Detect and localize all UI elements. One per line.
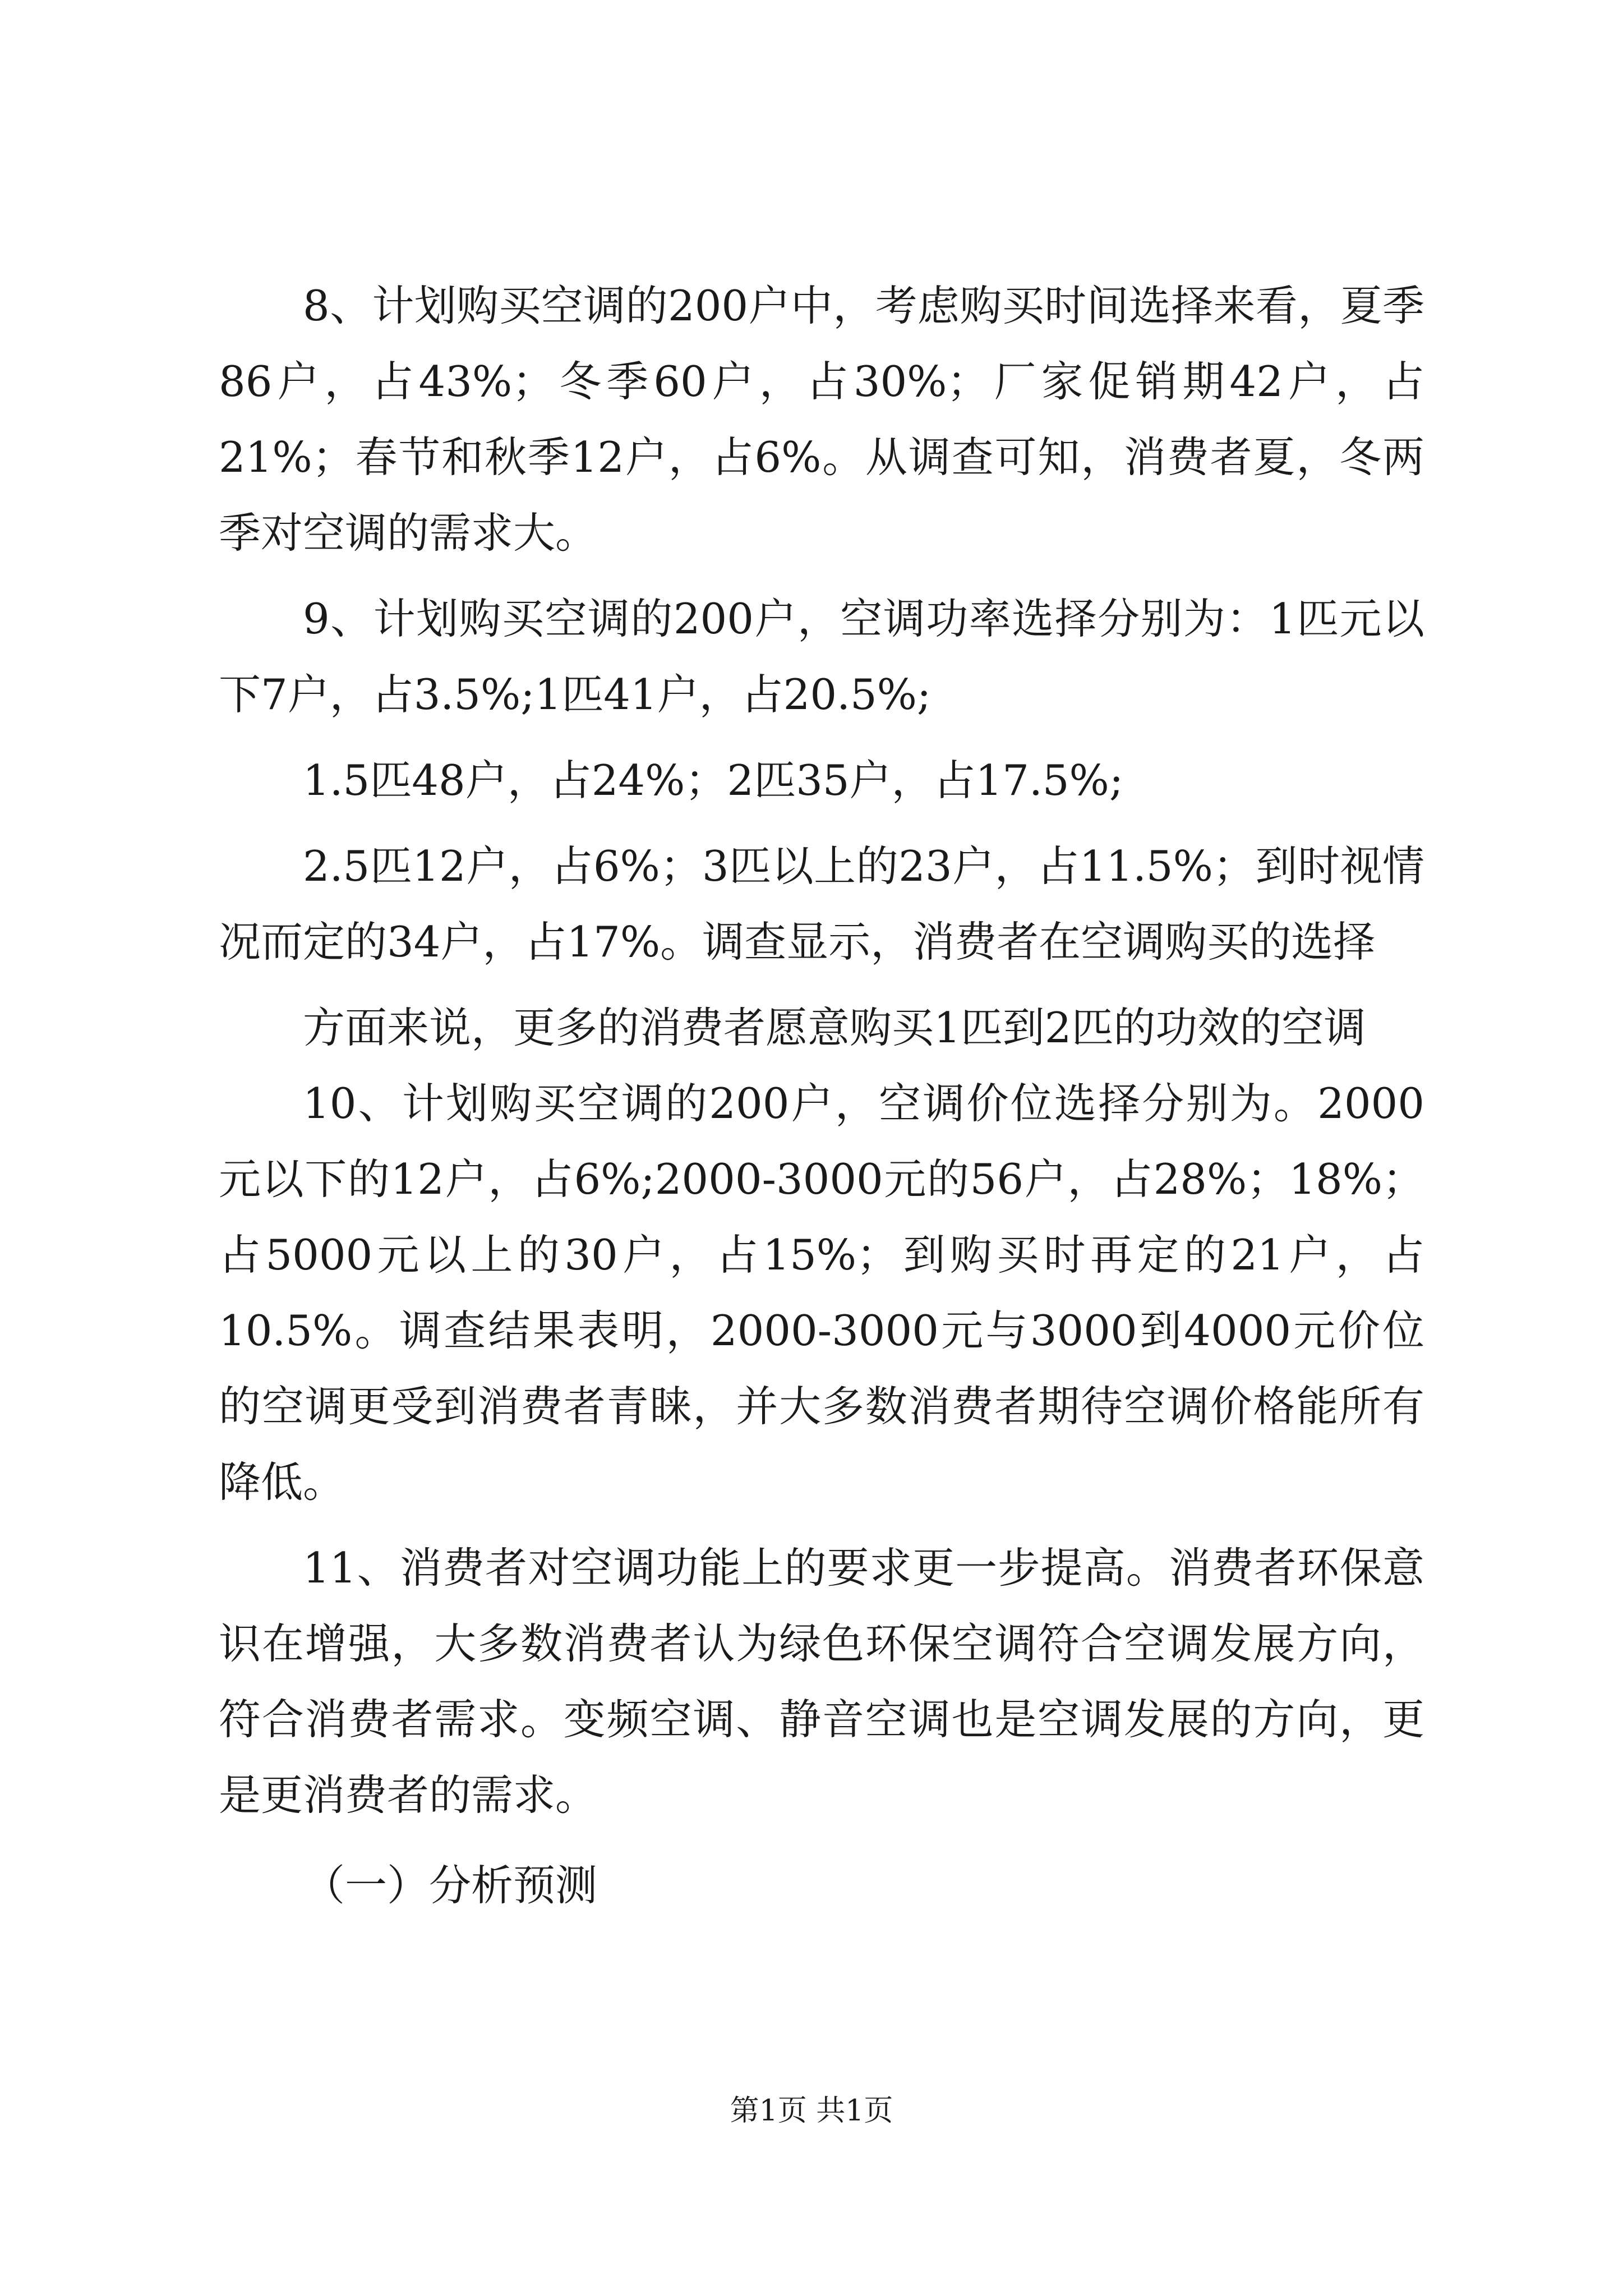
paragraph-9-conclusion: 方面来说，更多的消费者愿意购买1匹到2匹的功效的空调	[303, 1003, 1366, 1052]
paragraph-8: 8、计划购买空调的200户中，考虑购买时间选择来看，夏季86户，占43%；冬季60户，占30%；厂家促销期42户，占21%；春节和秋季12户，占6%。从调查可知，消费者夏，冬两季对空调的需求大。	[219, 281, 1424, 558]
document-body	[219, 268, 1424, 1924]
paragraph-9: 9、计划购买空调的200户，空调功率选择分别为：1匹元以下7户，占3.5%;1匹41户，占20.5%;	[219, 594, 1424, 719]
paragraph-9-line-2: 1.5匹48户，占24%；2匹35户，占17.5%;	[303, 756, 1124, 805]
paragraph-10: 10、计划购买空调的200户，空调价位选择分别为。2000元以下的12户，占6%;2000-3000元的56户，占28%；18%；占5000元以上的30户，占15%；到购买时再定的21户，占10.5%。调查结果表明，2000-3000元与3000到4000元价位的空调更受到消费者青睐，并大多数消费者期待空调价格能所有降低。	[219, 1079, 1424, 1507]
section-heading: （一）分析预测	[303, 1861, 598, 1910]
paragraph-9-line-3: 2.5匹12户，占6%；3匹以上的23户，占11.5%；到时视情况而定的34户，占17%。调查显示，消费者在空调购买的选择	[219, 841, 1424, 967]
page-footer	[0, 2091, 1623, 2131]
page-number: 第1页 共1页	[730, 2094, 893, 2128]
paragraph-11: 11、消费者对空调功能上的要求更一步提高。消费者环保意识在增强，大多数消费者认为绿色环保空调符合空调发展方向，符合消费者需求。变频空调、静音空调也是空调发展的方向，更是更消费者的需求。	[219, 1543, 1424, 1820]
